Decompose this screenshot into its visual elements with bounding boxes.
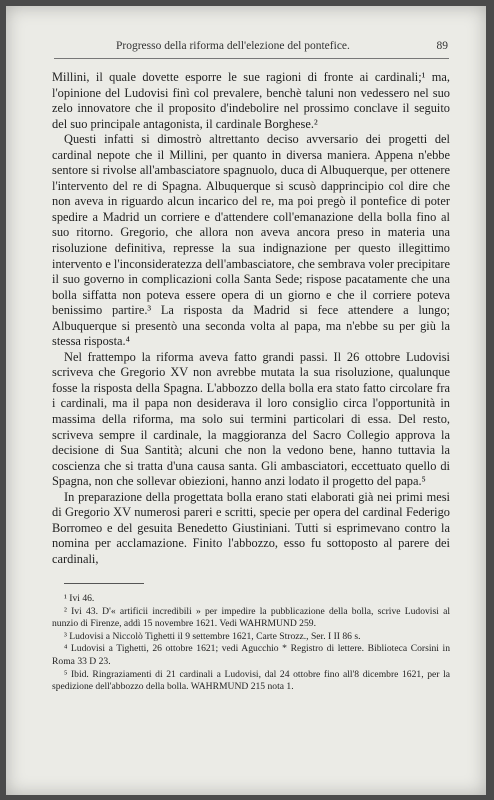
footnote: ¹ Ivi 46. xyxy=(64,593,95,604)
footnote-rule xyxy=(64,583,144,584)
footnote: ² Ivi 43. D'« artificii incredibili » per impedire la pubblicazione della bolla, scrive Ludovisi al nunzio di Firenze, addì 15 novembre 1621. Vedi WAHRMUND 259. xyxy=(52,605,450,630)
main-text xyxy=(52,70,450,568)
book-page xyxy=(6,6,486,795)
paragraph: Millini, il quale dovette esporre le sue ragioni di fronte ai cardinali;¹ ma, l'opinione del Ludovisi finì col prevalere, benchè taluni non vedessero nel suo zelo innovatore che il proposito d'indebolire nel prossimo conclave il seguito del suo principale antagonista, il cardinale Borghese.² xyxy=(52,70,450,131)
footnote: ⁵ Ibid. Ringraziamenti di 21 cardinali a Ludovisi, dal 24 ottobre fino all'8 dicembre 1621, per la spedizione dell'abbozzo della bolla. WAHRMUND 215 nota 1. xyxy=(52,668,450,693)
page-number: 89 xyxy=(436,40,448,52)
header-rule xyxy=(54,58,449,59)
running-title: Progresso della riforma dell'elezione del pontefice. xyxy=(116,40,350,52)
paragraph: Questi infatti si dimostrò altrettanto deciso avversario dei progetti del cardinal nepote che il Millini, per quanto in diversa maniera. Appena n'ebbe sentore si rivolse all'ambasciatore spagnuolo, duca di Albuquerque, per ottenere l'intervento del re di Spagna. Albuquerque si scusò dapprincipio col dire che non aveva in riguardo alcun incarico del re, ma poi pregò il pontefice di poter spedire a Madrid un corriere e d'attendere coll'emanazione della bolla fino al suo ritorno. Gregorio, che allora non aveva ancora preso in materia una risoluzione definitiva, represse la sua indignazione per questo illegittimo intervento e l'inconsideratezza dell'ambasciatore, che sembrava voler precipitare il suo governo in complicazioni colla Santa Sede; rispose pacatamente che una bolla siffatta non poteva essere opera di un giorno e che il corriere poteva benissimo partire.³ La risposta da Madrid si fece attendere a lungo; Albuquerque si presentò una seconda volta al papa, ma n'ebbe su per giù la stessa risposta.⁴ xyxy=(52,132,451,349)
footnote: ⁴ Ludovisi a Tighetti, 26 ottobre 1621; vedi Agucchio * Registro di lettere. Biblioteca Corsini in Roma 33 D 23. xyxy=(52,643,450,667)
paragraph: In preparazione della progettata bolla erano stati elaborati già nei primi mesi di Gregorio XV numerosi pareri e scritti, specie per opera del cardinal Federigo Borromeo e del gesuita Benedetto Giustiniani. Tutti si esprimevano contro la nomina per acclamazione. Finito l'abbozzo, esso fu sottoposto al parere dei cardinali, xyxy=(52,489,450,566)
paragraph: Nel frattempo la riforma aveva fatto grandi passi. Il 26 ottobre Ludovisi scriveva che Gregorio XV non avrebbe mutata la sua risoluzione, qualunque fosse la risposta della Spagna. L'abbozzo della bolla era stato fatto circolare fra i cardinali, ma il papa non desiderava il loro consiglio circa l'opportunità in massima della riforma, ma solo sui termini particolari di essa. Del resto, scriveva sempre il cardinale, la maggioranza del Sacro Collegio approva la decisione di Sua Santità; alcuni che non la vedono bene, hanno tuttavia la coscienza che si tratta d'una causa santa. Gli ambasciatori, eccettuato quello di Spagna, non che sollevar obiezioni, hanno anzi lodato il progetto del papa.⁵ xyxy=(52,349,450,489)
footnotes xyxy=(52,593,450,694)
footnote: ³ Ludovisi a Niccolò Tighetti il 9 settembre 1621, Carte Strozz., Ser. I II 86 s. xyxy=(64,630,361,642)
